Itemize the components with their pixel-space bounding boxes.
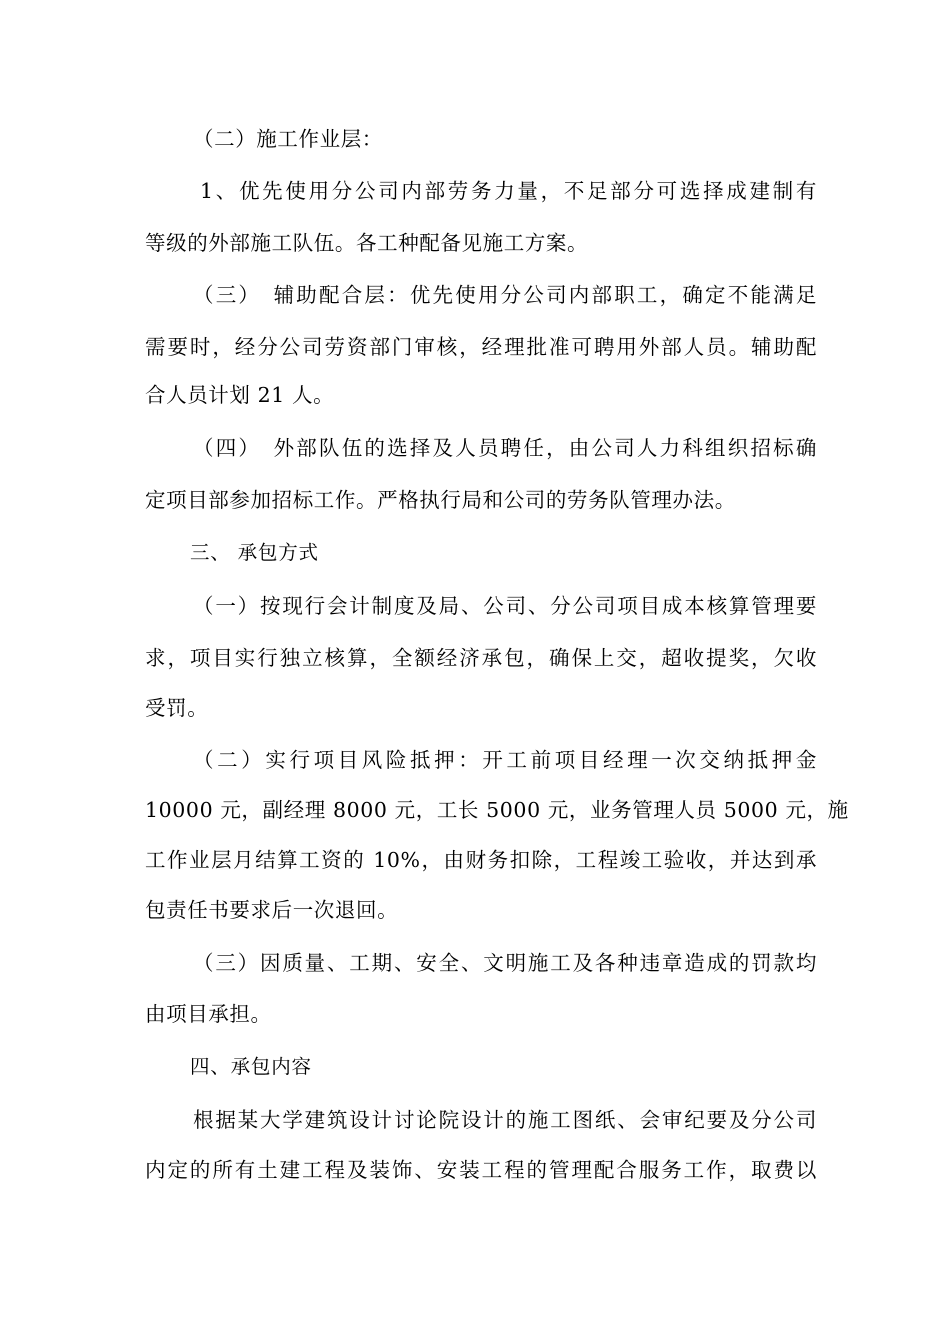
section-heading-3: 三、 承包方式	[190, 541, 319, 564]
paragraph-line-20: 根据某大学建筑设计讨论院设计的施工图纸、会审纪要及分公司	[193, 1108, 817, 1132]
paragraph-line-2: 1、优先使用分公司内部劳务力量，不足部分可选择成建制有	[200, 179, 817, 203]
paragraph-line-15: 工作业层月结算工资的 10%，由财务扣除，工程竣工验收，并达到承	[145, 848, 817, 872]
paragraph-line-14: 10000 元，副经理 8000 元，工长 5000 元，业务管理人员 5000 元，施	[145, 798, 849, 822]
section-heading-4: 四、承包内容	[190, 1055, 312, 1078]
paragraph-line-18: 由项目承担。	[145, 1002, 272, 1026]
paragraph-line-1: （二）施工作业层：	[193, 127, 383, 151]
paragraph-line-10: （一）按现行会计制度及局、公司、分公司项目成本核算管理要	[193, 594, 817, 618]
paragraph-line-3: 等级的外部施工队伍。各工种配备见施工方案。	[145, 231, 589, 255]
paragraph-line-7: （四） 外部队伍的选择及人员聘任，由公司人力科组织招标确	[193, 436, 817, 460]
paragraph-line-6: 合人员计划 21 人。	[145, 383, 335, 407]
paragraph-line-13: （二）实行项目风险抵押：开工前项目经理一次交纳抵押金	[193, 748, 817, 772]
paragraph-line-4: （三） 辅助配合层：优先使用分公司内部职工，确定不能满足	[193, 283, 817, 307]
paragraph-line-8: 定项目部参加招标工作。严格执行局和公司的劳务队管理办法。	[145, 488, 736, 512]
paragraph-line-11: 求，项目实行独立核算，全额经济承包，确保上交，超收提奖，欠收	[145, 646, 817, 670]
paragraph-line-21: 内定的所有土建工程及装饰、安装工程的管理配合服务工作，取费以	[145, 1158, 817, 1182]
paragraph-line-12: 受罚。	[145, 696, 209, 720]
paragraph-line-16: 包责任书要求后一次退回。	[145, 898, 399, 922]
paragraph-line-17: （三）因质量、工期、安全、文明施工及各种违章造成的罚款均	[193, 951, 817, 975]
paragraph-line-5: 需要时，经分公司劳资部门审核，经理批准可聘用外部人员。辅助配	[145, 335, 817, 359]
